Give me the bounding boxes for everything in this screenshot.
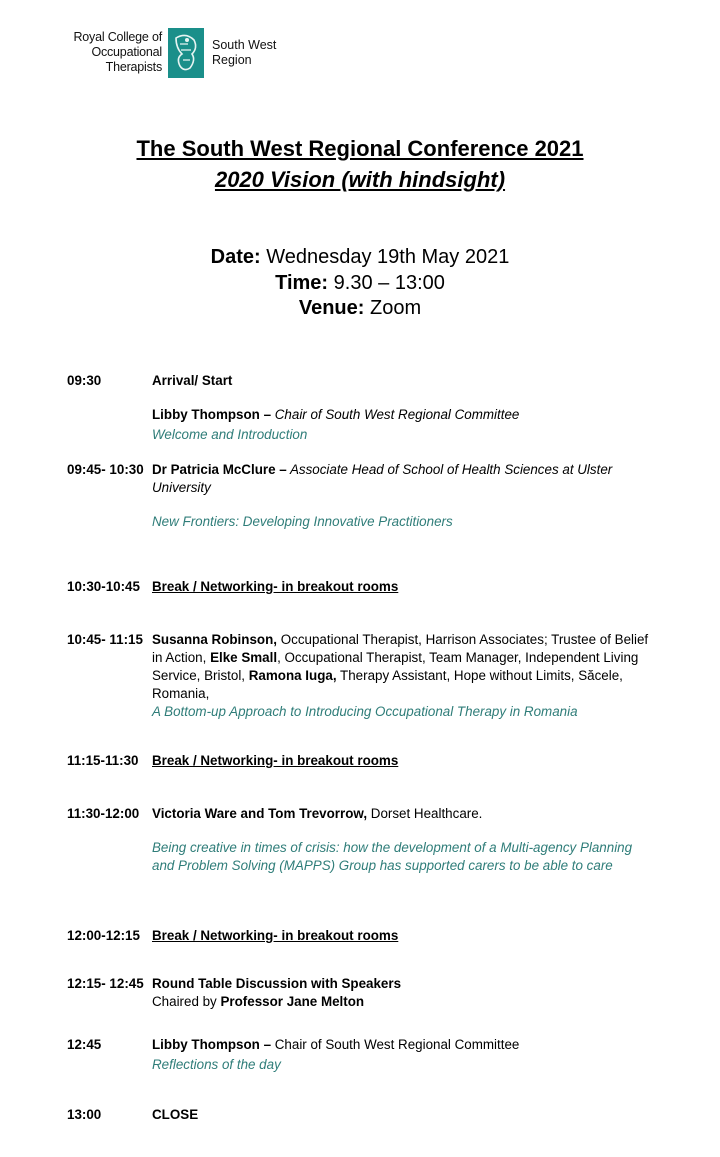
org-name-line: Therapists bbox=[105, 60, 162, 74]
break-title: Break / Networking- in breakout rooms bbox=[152, 753, 399, 768]
speaker-name: Elke Small bbox=[210, 650, 278, 665]
talk-title: Being creative in times of crisis: how the development of a Multi-agency Planning and Problem Solving (MAPPS) Group has supported carers to be able to care bbox=[152, 840, 633, 873]
agenda-content bbox=[152, 372, 657, 444]
chair-line bbox=[152, 993, 657, 1011]
speaker-name: Ramona Iuga, bbox=[248, 668, 337, 683]
speaker-name: Dr Patricia McClure – bbox=[152, 462, 287, 477]
speaker-line bbox=[152, 1036, 657, 1054]
speaker-name: Libby Thompson – bbox=[152, 407, 272, 422]
agenda-time: 11:15-11:30 bbox=[67, 753, 139, 768]
org-name-line: Occupational bbox=[91, 45, 162, 59]
chair-name: Professor Jane Melton bbox=[220, 994, 365, 1009]
speaker-name: Susanna Robinson, bbox=[152, 632, 277, 647]
region-name bbox=[212, 38, 276, 68]
agenda-time: 10:30-10:45 bbox=[67, 579, 140, 594]
speaker-role: Dorset Healthcare. bbox=[367, 806, 483, 821]
agenda-title: Arrival/ Start bbox=[152, 373, 233, 388]
event-venue bbox=[0, 297, 720, 320]
break-title: Break / Networking- in breakout rooms bbox=[152, 928, 399, 943]
date-value: Wednesday 19th May 2021 bbox=[266, 246, 510, 268]
agenda-content bbox=[152, 631, 657, 721]
event-time bbox=[0, 272, 720, 295]
region-name-line: Region bbox=[212, 53, 252, 67]
date-label: Date: bbox=[210, 246, 261, 268]
agenda-content bbox=[152, 975, 657, 1011]
agenda-time: 12:45 bbox=[67, 1037, 102, 1052]
speaker-line bbox=[152, 631, 657, 703]
rcot-logo-icon bbox=[168, 28, 204, 78]
agenda-content bbox=[152, 927, 657, 945]
org-name bbox=[62, 30, 162, 75]
agenda-content bbox=[152, 1036, 657, 1074]
speaker-role: Occupational Therapist, Harrison Associates; Trustee of Belief in Action, bbox=[152, 632, 649, 665]
time-value: 9.30 – 13:00 bbox=[333, 272, 445, 294]
speaker-name: Libby Thompson – bbox=[152, 1037, 272, 1052]
break-title: Break / Networking- in breakout rooms bbox=[152, 579, 399, 594]
talk-title: Reflections of the day bbox=[152, 1057, 281, 1072]
time-label: Time: bbox=[275, 272, 329, 294]
speaker-role: Associate Head of School of Health Sciences at Ulster University bbox=[152, 462, 613, 495]
speaker-line bbox=[152, 406, 657, 424]
speaker-role: Therapy Assistant, Hope without Limits, Săcele, Romania, bbox=[152, 668, 623, 701]
agenda-content bbox=[152, 1106, 657, 1124]
venue-label: Venue: bbox=[298, 297, 365, 319]
agenda-time: 10:45- 11:15 bbox=[67, 632, 143, 647]
venue-value: Zoom bbox=[370, 297, 422, 319]
event-date bbox=[0, 246, 720, 269]
speaker-role: Chair of South West Regional Committee bbox=[271, 407, 520, 422]
speaker-role: , Occupational Therapist, Team Manager, Independent Living Service, Bristol, bbox=[152, 650, 639, 683]
talk-title: A Bottom-up Approach to Introducing Occupational Therapy in Romania bbox=[152, 704, 578, 719]
speaker-line bbox=[152, 461, 657, 497]
agenda-time: 12:00-12:15 bbox=[67, 928, 140, 943]
agenda-time: 12:15- 12:45 bbox=[67, 976, 144, 991]
org-name-line: Royal College of bbox=[73, 30, 162, 44]
agenda-content bbox=[152, 752, 657, 770]
conference-subtitle: 2020 Vision (with hindsight) bbox=[214, 167, 506, 192]
region-name-line: South West bbox=[212, 38, 277, 52]
talk-title: Welcome and Introduction bbox=[152, 427, 308, 442]
speaker-line bbox=[152, 805, 657, 823]
conference-title: The South West Regional Conference 2021 bbox=[136, 136, 584, 161]
agenda-content bbox=[152, 461, 657, 531]
agenda-time: 13:00 bbox=[67, 1107, 102, 1122]
agenda-time: 09:45- 10:30 bbox=[67, 462, 144, 477]
agenda-title: Round Table Discussion with Speakers bbox=[152, 976, 402, 991]
agenda-title: CLOSE bbox=[152, 1107, 199, 1122]
agenda-time: 11:30-12:00 bbox=[67, 806, 140, 821]
agenda-content bbox=[152, 578, 657, 596]
agenda-content bbox=[152, 805, 657, 875]
speaker-role: Chair of South West Regional Committee bbox=[271, 1037, 520, 1052]
speaker-name: Victoria Ware and Tom Trevorrow, bbox=[152, 806, 368, 821]
chair-prefix: Chaired by bbox=[152, 994, 221, 1009]
talk-title: New Frontiers: Developing Innovative Practitioners bbox=[152, 514, 453, 529]
agenda-time: 09:30 bbox=[67, 373, 102, 388]
